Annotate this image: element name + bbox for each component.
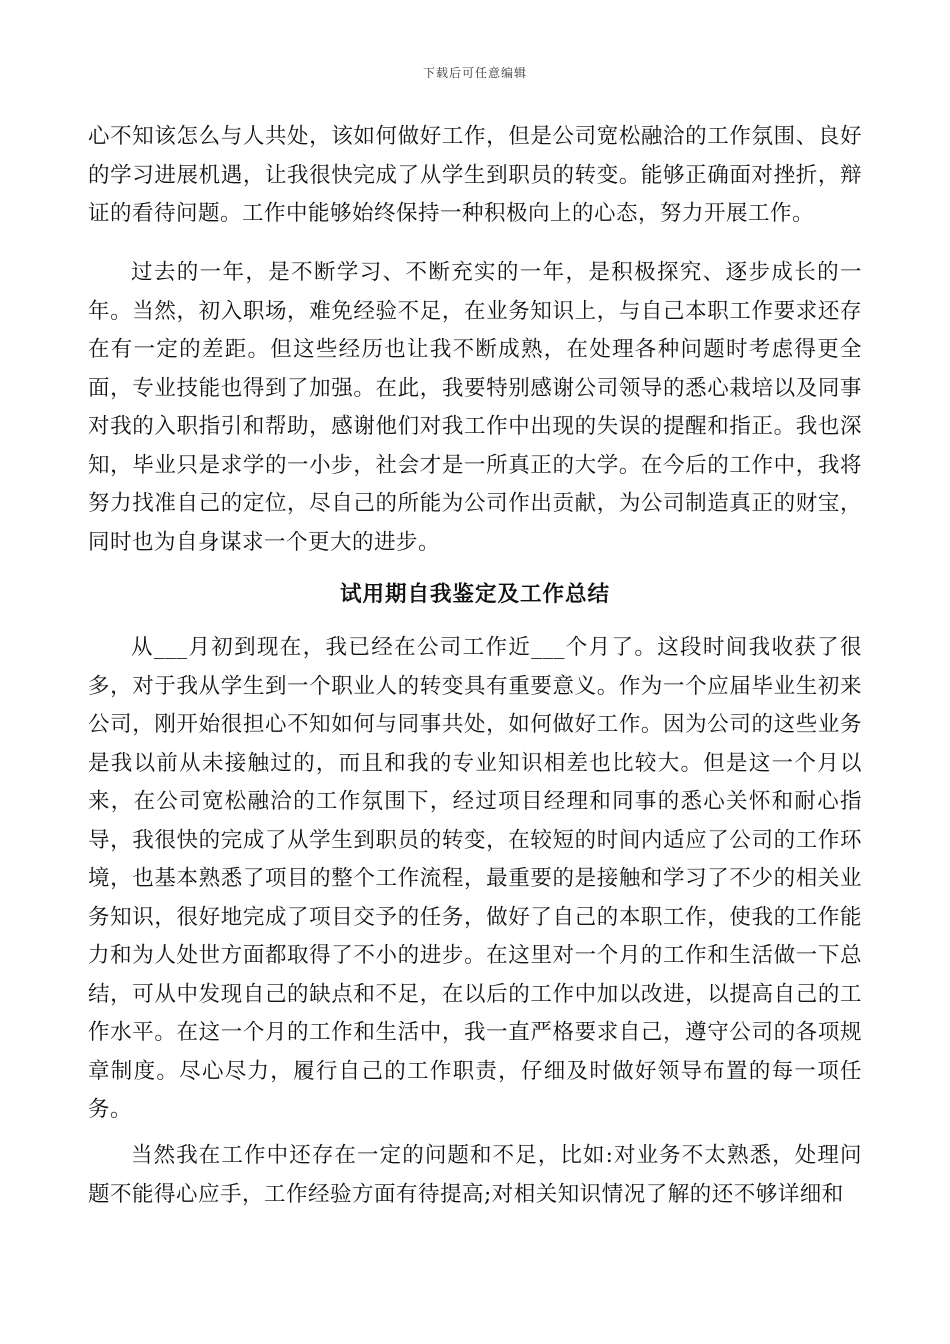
section-title: 试用期自我鉴定及工作总结 xyxy=(339,582,610,607)
header-note: 下载后可任意编辑 xyxy=(422,66,527,80)
paragraph-block-2 xyxy=(88,254,862,562)
paragraph-continuation xyxy=(88,118,862,234)
paragraph-block-3 xyxy=(88,629,862,1130)
paragraph-1: 心不知该怎么与人共处，该如何做好工作，但是公司宽松融洽的工作氛围、良好的学习进展机遇，让我很快完成了从学生到职员的转变。能够正确面对挫折，辩证的看待问题。工作中能够始终保持一种积极向上的心态，努力开展工作。 xyxy=(88,124,862,226)
paragraph-3: 从___月初到现在，我已经在公司工作近___个月了。这段时间我收获了很多，对于我从学生到一个职业人的转变具有重要意义。作为一个应届毕业生初来公司，刚开始很担心不知如何与同事共处，如何做好工作。因为公司的这些业务是我以前从未接触过的，而且和我的专业知识相差也比较大。但是这一个月以来，在公司宽松融洽的工作氛围下，经过项目经理和同事的悉心关怀和耐心指导，我很快的完成了从学生到职员的转变，在较短的时间内适应了公司的工作环境，也基本熟悉了项目的整个工作流程，最重要的是接触和学习了不少的相关业务知识，很好地完成了项目交予的任务，做好了自己的本职工作，使我的工作能力和为人处世方面都取得了不小的进步。在这里对一个月的工作和生活做一下总结，可从中发现自己的缺点和不足，在以后的工作中加以改进，以提高自己的工作水平。在这一个月的工作和生活中，我一直严格要求自己，遵守公司的各项规章制度。尽心尽力，履行自己的工作职责，仔细及时做好领导布置的每一项任务。 xyxy=(88,635,862,1122)
paragraph-4: 当然我在工作中还存在一定的问题和不足，比如:对业务不太熟悉，处理问题不能得心应手，工作经验方面有待提高;对相关知识情况了解的还不够详细和 xyxy=(88,1143,862,1207)
paragraph-block-4 xyxy=(88,1137,862,1214)
paragraph-2: 过去的一年，是不断学习、不断充实的一年，是积极探究、逐步成长的一年。当然，初入职场，难免经验不足，在业务知识上，与自己本职工作要求还存在有一定的差距。但这些经历也让我不断成熟，在处理各种问题时考虑得更全面，专业技能也得到了加强。在此，我要特别感谢公司领导的悉心栽培以及同事对我的入职指引和帮助，感谢他们对我工作中出现的失误的提醒和指正。我也深知，毕业只是求学的一小步，社会才是一所真正的大学。在今后的工作中，我将努力找准自己的定位，尽自己的所能为公司作出贡献，为公司制造真正的财宝，同时也为自身谋求一个更大的进步。 xyxy=(88,260,862,555)
